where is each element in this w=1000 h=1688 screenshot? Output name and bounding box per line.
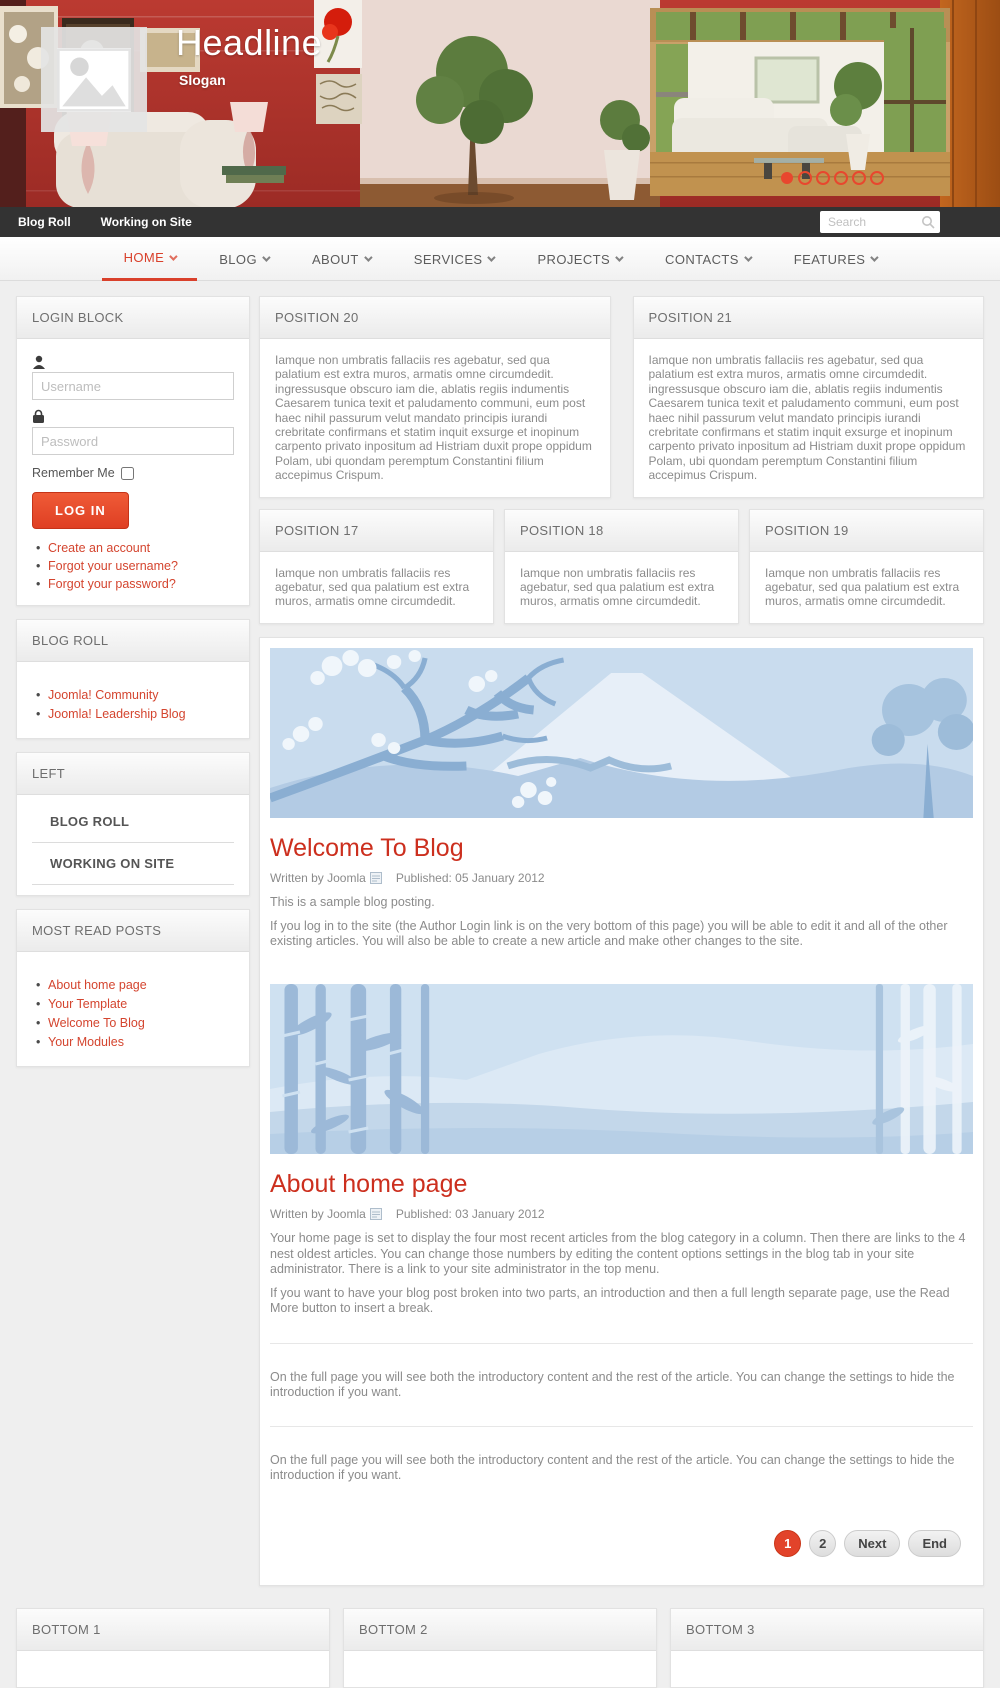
blogroll-title: BLOG ROLL	[17, 620, 249, 662]
left-menu-item-blog-roll[interactable]: BLOG ROLL	[32, 801, 234, 843]
list-item	[32, 686, 234, 705]
main-menu-bar	[0, 237, 1000, 281]
username-field[interactable]	[32, 372, 234, 400]
pagination-page-1-current[interactable]: 1	[774, 1530, 801, 1557]
search-box	[820, 211, 940, 233]
left-menu-module	[16, 752, 250, 896]
menu-label: FEATURES	[793, 251, 866, 267]
list-item	[32, 1014, 234, 1033]
header-slideshow-photo	[650, 8, 950, 196]
menu-item-features[interactable]	[772, 237, 899, 281]
most-read-link-your-modules[interactable]: Your Modules	[48, 1035, 124, 1049]
article-paragraph: On the full page you will see both the introductory content and the rest of the article. You can change the settings to hide the introduction if you want.	[270, 1453, 955, 1483]
menu-label: PROJECTS	[537, 251, 611, 267]
article-meta	[270, 1207, 973, 1221]
module-title: POSITION 18	[505, 510, 738, 552]
remember-me-checkbox[interactable]	[121, 467, 134, 480]
article-paragraph: This is a sample blog posting.	[270, 894, 435, 909]
article-separator	[270, 1343, 973, 1344]
carousel-dot-active[interactable]	[781, 172, 793, 184]
menu-item-blog[interactable]	[197, 237, 290, 281]
article-meta	[270, 871, 973, 885]
module-text: Iamque non umbratis fallaciis res agebatur, sed qua palatium est extra muros, armatis omne circumdedit.	[520, 565, 715, 609]
logo	[41, 27, 147, 132]
topnav-blog-roll[interactable]: Blog Roll	[18, 215, 71, 229]
most-read-link-welcome-to-blog[interactable]: Welcome To Blog	[48, 1016, 145, 1030]
password-field[interactable]	[32, 427, 234, 455]
article-paragraph: Your home page is set to display the four most recent articles from the blog category in a column. Then there are links to the 4 nest oldest articles. You can change those numbers by editing the content options settings in the blog tab in your site administrator. There is a link to your site administrator in the top menu.	[270, 1231, 966, 1276]
module-title: BOTTOM 1	[17, 1609, 329, 1651]
module-title: BOTTOM 2	[344, 1609, 656, 1651]
login-button[interactable]: LOG IN	[32, 492, 129, 529]
image-placeholder-icon	[57, 48, 131, 112]
module-position-21	[633, 296, 985, 498]
article-published-date: Published: 05 January 2012	[395, 870, 545, 885]
bottom-modules	[0, 1608, 1000, 1688]
joomla-leadership-blog-link[interactable]: Joomla! Leadership Blog	[48, 707, 186, 721]
sidebar	[16, 296, 250, 1586]
header-banner	[0, 0, 1000, 207]
module-position-20	[259, 296, 611, 498]
chevron-down-icon	[488, 253, 496, 261]
pagination-end-button[interactable]: End	[908, 1530, 961, 1557]
menu-label: ABOUT	[311, 251, 359, 267]
module-text: Iamque non umbratis fallaciis res agebatur, sed qua palatium est extra muros, armatis omne circumdedit. ingressusque obscuro iam die, ablatis regiis indumentis Caesarem tunica texit et paludamento communi, eum post haec nihil passurum velut mandato principis iurandi crebritate confirmans et statim inquit exsurge et inopinum carpento privato inpositum ad Histriam duxit prope oppidum Polam, ubi quondam peremptum Constantini filium accepimus Crispum.	[648, 353, 966, 483]
article-banner-mountain	[270, 648, 973, 818]
list-item	[32, 995, 234, 1014]
module-position-17	[259, 509, 494, 624]
blogroll-module	[16, 619, 250, 739]
module-position-18	[504, 509, 739, 624]
create-account-link[interactable]: Create an account	[48, 541, 151, 555]
module-title: POSITION 17	[260, 510, 493, 552]
top-nav-bar	[0, 207, 1000, 237]
menu-item-services[interactable]	[392, 237, 516, 281]
lock-icon	[32, 409, 45, 424]
list-item	[32, 976, 234, 995]
most-read-link-your-template[interactable]: Your Template	[48, 997, 128, 1011]
chevron-down-icon	[615, 253, 623, 261]
article-title-welcome-to-blog[interactable]: Welcome To Blog	[270, 833, 464, 862]
menu-item-contacts[interactable]	[643, 237, 772, 281]
menu-item-about[interactable]	[290, 237, 392, 281]
chevron-down-icon	[262, 253, 270, 261]
article-paragraph: On the full page you will see both the introductory content and the rest of the article. You can change the settings to hide the introduction if you want.	[270, 1369, 955, 1399]
module-text: Iamque non umbratis fallaciis res agebatur, sed qua palatium est extra muros, armatis omne circumdedit. ingressusque obscuro iam die, ablatis regiis indumentis Caesarem tunica texit et paludamento communi, eum post haec nihil passurum velut mandato principis iurandi crebritate confirmans et statim inquit exsurge et inopinum carpento privato inpositum ad Histriam duxit prope oppidum Polam, ubi quondam peremptum Constantini filium accepimus Crispum.	[275, 353, 592, 483]
most-read-module	[16, 909, 250, 1067]
search-icon[interactable]	[921, 215, 935, 229]
most-read-link-about-home-page[interactable]: About home page	[48, 978, 147, 992]
topnav-working-on-site[interactable]: Working on Site	[100, 215, 192, 229]
article-author: Written by Joomla	[270, 1207, 366, 1222]
article-title-about-home-page[interactable]: About home page	[270, 1170, 468, 1199]
list-item	[32, 539, 234, 557]
blog-articles-box	[259, 637, 984, 1586]
pagination	[270, 1530, 961, 1557]
module-bottom-2	[343, 1608, 657, 1688]
remember-me-label: Remember Me	[32, 466, 115, 480]
menu-label: HOME	[123, 250, 165, 265]
menu-item-home[interactable]	[102, 237, 198, 281]
edit-article-icon[interactable]	[370, 872, 382, 884]
left-menu-item-working-on-site[interactable]: WORKING ON SITE	[32, 843, 234, 885]
menu-label: CONTACTS	[665, 251, 739, 267]
list-item	[32, 1033, 234, 1052]
list-item	[32, 557, 234, 575]
module-title: POSITION 20	[260, 297, 610, 339]
article-author: Written by Joomla	[270, 870, 366, 885]
chevron-down-icon	[871, 253, 879, 261]
edit-article-icon[interactable]	[370, 1208, 382, 1220]
menu-item-projects[interactable]	[515, 237, 643, 281]
site-title: Headline	[176, 22, 323, 63]
main-content	[259, 296, 984, 1586]
menu-label: SERVICES	[413, 251, 483, 267]
left-menu-title: LEFT	[17, 753, 249, 795]
article-paragraph: If you log in to the site (the Author Login link is on the very bottom of this page) you will be able to edit it and all of the other existing articles. You will also be able to create a new article and make other changes to the site.	[270, 918, 948, 949]
pagination-next-button[interactable]: Next	[844, 1530, 900, 1557]
module-bottom-1	[16, 1608, 330, 1688]
module-text: Iamque non umbratis fallaciis res agebatur, sed qua palatium est extra muros, armatis omne circumdedit.	[275, 565, 470, 609]
site-slogan: Slogan	[179, 72, 226, 88]
article-separator	[270, 1426, 973, 1427]
header-interior-photo	[0, 0, 1000, 207]
module-bottom-3	[670, 1608, 984, 1688]
module-text: Iamque non umbratis fallaciis res agebatur, sed qua palatium est extra muros, armatis omne circumdedit.	[765, 565, 960, 609]
joomla-community-link[interactable]: Joomla! Community	[48, 688, 159, 702]
chevron-down-icon	[169, 252, 177, 260]
list-item	[32, 575, 234, 593]
module-title: POSITION 19	[750, 510, 983, 552]
user-icon	[32, 355, 46, 369]
pagination-page-2[interactable]: 2	[809, 1530, 836, 1557]
forgot-username-link[interactable]: Forgot your username?	[48, 559, 178, 573]
chevron-down-icon	[364, 253, 372, 261]
article-published-date: Published: 03 January 2012	[395, 1207, 545, 1222]
menu-label: BLOG	[219, 251, 257, 267]
chevron-down-icon	[744, 253, 752, 261]
most-read-title: MOST READ POSTS	[17, 910, 249, 952]
login-block-title: LOGIN BLOCK	[17, 297, 249, 339]
module-title: BOTTOM 3	[671, 1609, 983, 1651]
login-block	[16, 296, 250, 606]
module-position-19	[749, 509, 984, 624]
article-banner-bamboo	[270, 984, 973, 1154]
list-item	[32, 705, 234, 724]
article-paragraph: If you want to have your blog post broken into two parts, an introduction and then a full length separate page, use the Read More button to insert a break.	[270, 1286, 950, 1316]
forgot-password-link[interactable]: Forgot your password?	[48, 577, 176, 591]
module-title: POSITION 21	[634, 297, 984, 339]
